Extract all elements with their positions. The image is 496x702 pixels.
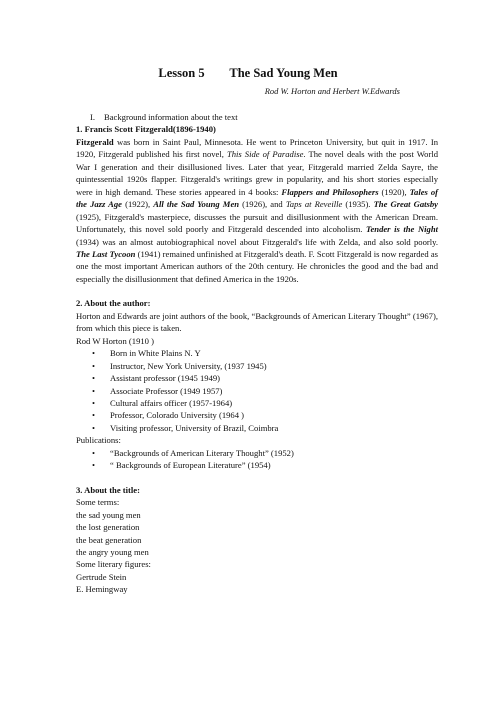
career-item: • Cultural affairs officer (1957-1964)	[76, 397, 438, 409]
title-term-line: Gertrude Stein	[76, 571, 127, 582]
publication-item: • “ Backgrounds of European Literature” (1954)	[76, 459, 438, 471]
paragraph-segment: (1920),	[378, 186, 410, 197]
author-byline: Rod W. Horton and Herbert W.Edwards	[264, 86, 400, 96]
publications-label: Publications:	[76, 435, 121, 446]
publication-item: • “Backgrounds of American Literary Thought” (1952)	[76, 447, 438, 459]
career-list	[76, 347, 438, 434]
paragraph-segment: (1935).	[342, 199, 374, 210]
paragraph-segment: Fitzgerald	[76, 136, 114, 147]
paragraph-segment: (1925), Fitzgerald's masterpiece, discusses the pursuit and disillusionment with the American Dream. Unfortunately, this novel sold poorly and Fitzgerald descended into alcoholism.	[76, 211, 438, 235]
title-terms-list	[76, 496, 438, 596]
career-item: • Assistant professor (1945 1949)	[76, 372, 438, 384]
title-term-line: the sad young men	[76, 509, 141, 520]
paragraph-segment: This Side of Paradise	[226, 149, 304, 160]
title-term-line: Some terms:	[76, 497, 120, 508]
paragraph-segment: All the Sad Young Men	[153, 199, 240, 210]
paragraph-segment: . The novel deals with the post World War I generation and their disillusioned lives. Later that year, Fitzgerald married Zelda Sayre, the quintessential 1920s flapper. Fitzgerald's writings grew in popularity, and his short stories especially were in high demand. These stories appeared in 4 books:	[76, 149, 439, 197]
paragraph-segment: (1941) remained unfinished at Fitzgerald's death. F. Scott Fitzgerald is now regarded as one the most important American authors of the 20th century. He chronicles the good and the bad and especially the disillusionment that defined America in the 1920s.	[76, 248, 438, 284]
paragraph-segment: Flappers and Philosophers	[281, 186, 379, 197]
title-term-line: the angry young men	[76, 546, 149, 557]
paragraph-segment: (1926), and	[239, 199, 286, 210]
section-1-heading: 1. Francis Scott Fitzgerald(1896-1940)	[76, 124, 216, 135]
section-3-heading: 3. About the title:	[76, 484, 140, 495]
fitzgerald-paragraph	[76, 136, 438, 285]
authors-intro: Horton and Edwards are joint authors of the book, “Backgrounds of American Literary Thought” (1967), from which this piece is taken.	[76, 310, 438, 334]
lesson-title: Lesson 5 The Sad Young Men	[158, 66, 338, 80]
career-item: • Instructor, New York University, (1937 1945)	[76, 360, 438, 372]
paragraph-segment: The Last Tycoon	[76, 248, 136, 259]
title-term-line: the beat generation	[76, 534, 142, 545]
paragraph-segment: (1922),	[121, 199, 154, 210]
author-name-line: Rod W Horton (1910 )	[76, 335, 154, 346]
section-i-numeral: I.	[90, 112, 96, 122]
section-i-title: Background information about the text	[104, 112, 238, 122]
title-term-line: the lost generation	[76, 522, 140, 533]
career-item: • Associate Professor (1949 1957)	[76, 385, 438, 397]
career-item: • Born in White Plains N. Y	[76, 347, 438, 359]
section-i-heading	[90, 111, 438, 123]
career-item: • Visiting professor, University of Brazil, Coimbra	[76, 422, 438, 434]
paragraph-segment: (1934) was an almost autobiographical novel about Fitzgerald's life with Zelda, and also sold poorly.	[76, 236, 438, 247]
paragraph-segment: Taps at Reveille	[285, 199, 343, 210]
paragraph-segment: Tender is the Night	[366, 224, 438, 235]
career-item: • Professor, Colorado University (1964 )	[76, 409, 438, 421]
paragraph-segment: The Great Gatsby	[373, 199, 438, 210]
section-2-heading: 2. About the author:	[76, 298, 151, 309]
title-term-line: Some literary figures:	[76, 559, 151, 570]
paragraph-segment: was born in Saint Paul, Minnesota. He went to Princeton University, but quit in 1917. In 1920, Fitzgerald published his first novel,	[76, 136, 438, 160]
paragraph-segment: Tales of the Jazz Age	[76, 186, 438, 210]
publications-list	[76, 447, 438, 472]
title-term-line: E. Hemingway	[76, 584, 128, 595]
document-body	[76, 111, 438, 596]
